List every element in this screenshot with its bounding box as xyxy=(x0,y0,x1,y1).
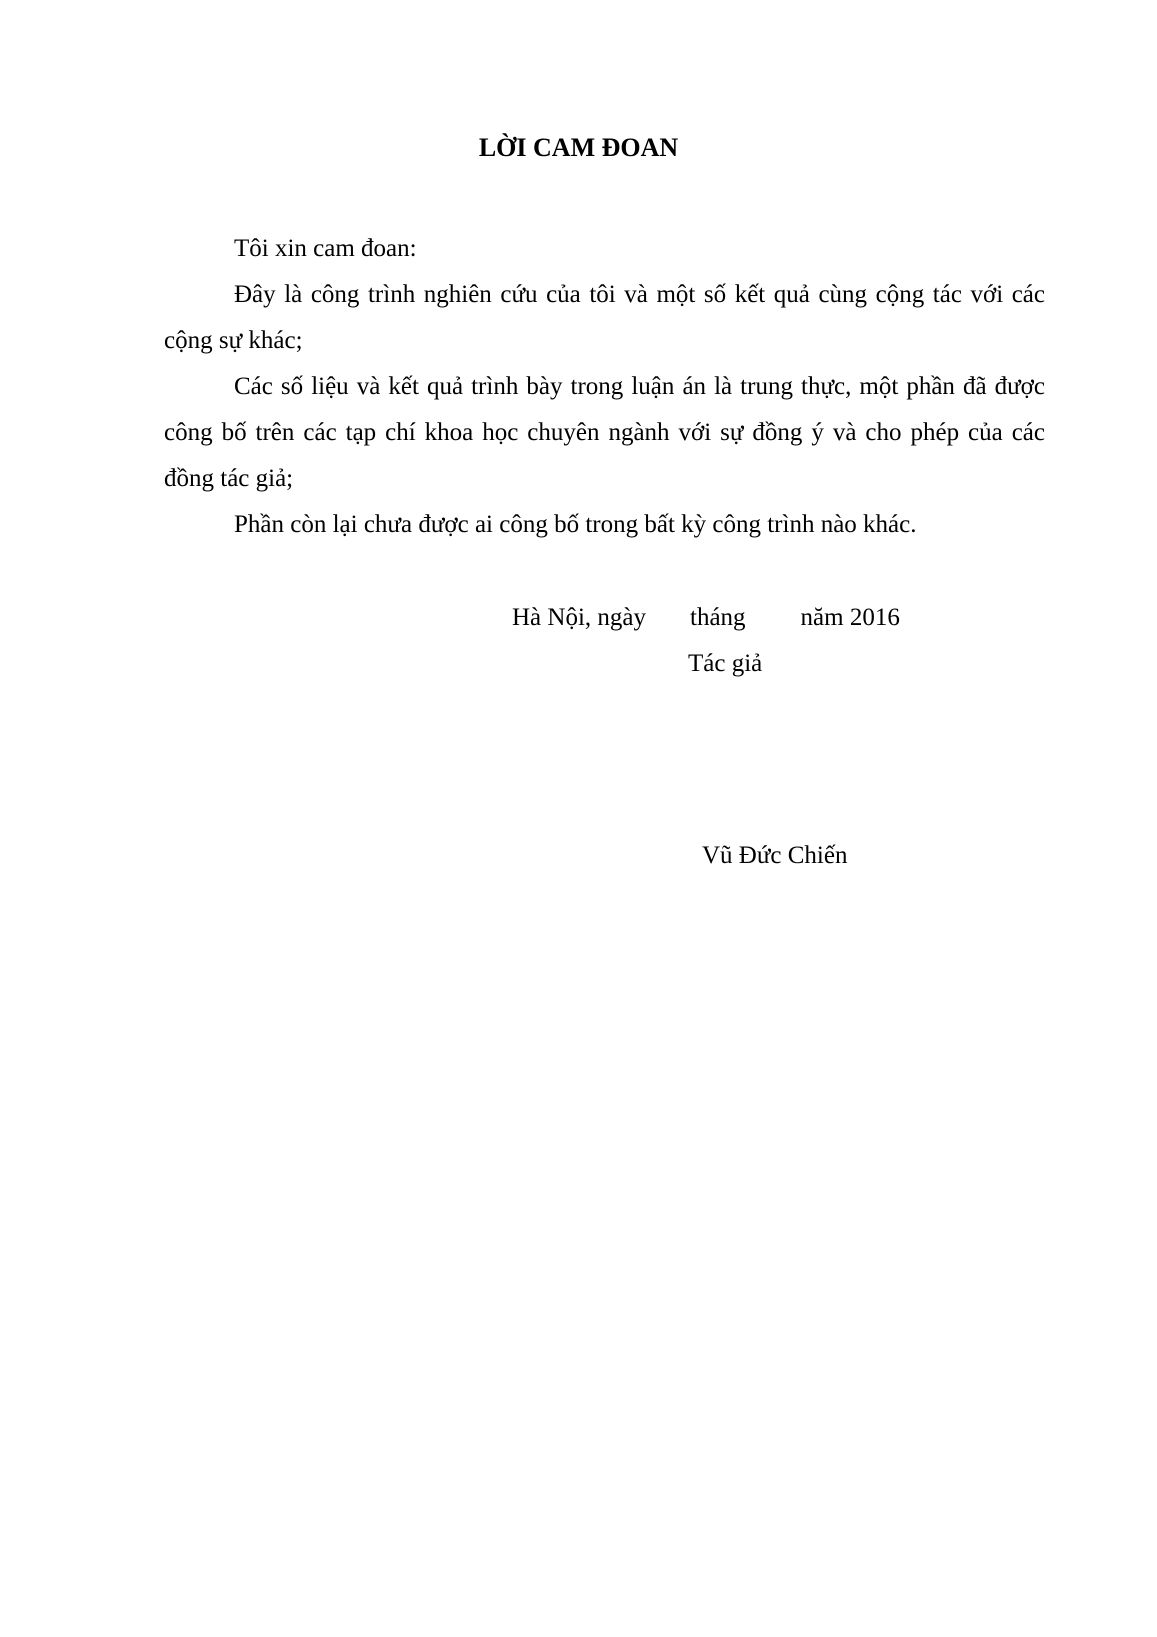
paragraph-intro: Tôi xin cam đoan: xyxy=(234,235,417,262)
date-place-day: Hà Nội, ngày xyxy=(512,604,646,631)
paragraph-data: Các số liệu và kết quả trình bày trong luận án là trung thực, một phần đã được công bố trên các tạp chí khoa học chuyên ngành với sự đồng ý và cho phép của các đồng tác giả; xyxy=(164,373,1045,492)
date-month: tháng xyxy=(690,604,746,631)
signature-date-line xyxy=(512,600,900,636)
page-title: LỜI CAM ĐOAN xyxy=(478,133,679,162)
paragraph-remaining: Phần còn lại chưa được ai công bố trong bất kỳ công trình nào khác. xyxy=(234,511,917,538)
paragraph-research: Đây là công trình nghiên cứu của tôi và một số kết quả cùng cộng tác với các cộng sự khác; xyxy=(164,281,1045,354)
author-name: Vũ Đức Chiến xyxy=(702,842,848,869)
author-label: Tác giả xyxy=(688,650,763,677)
declaration-body xyxy=(164,226,1045,548)
date-year: năm 2016 xyxy=(800,604,900,631)
